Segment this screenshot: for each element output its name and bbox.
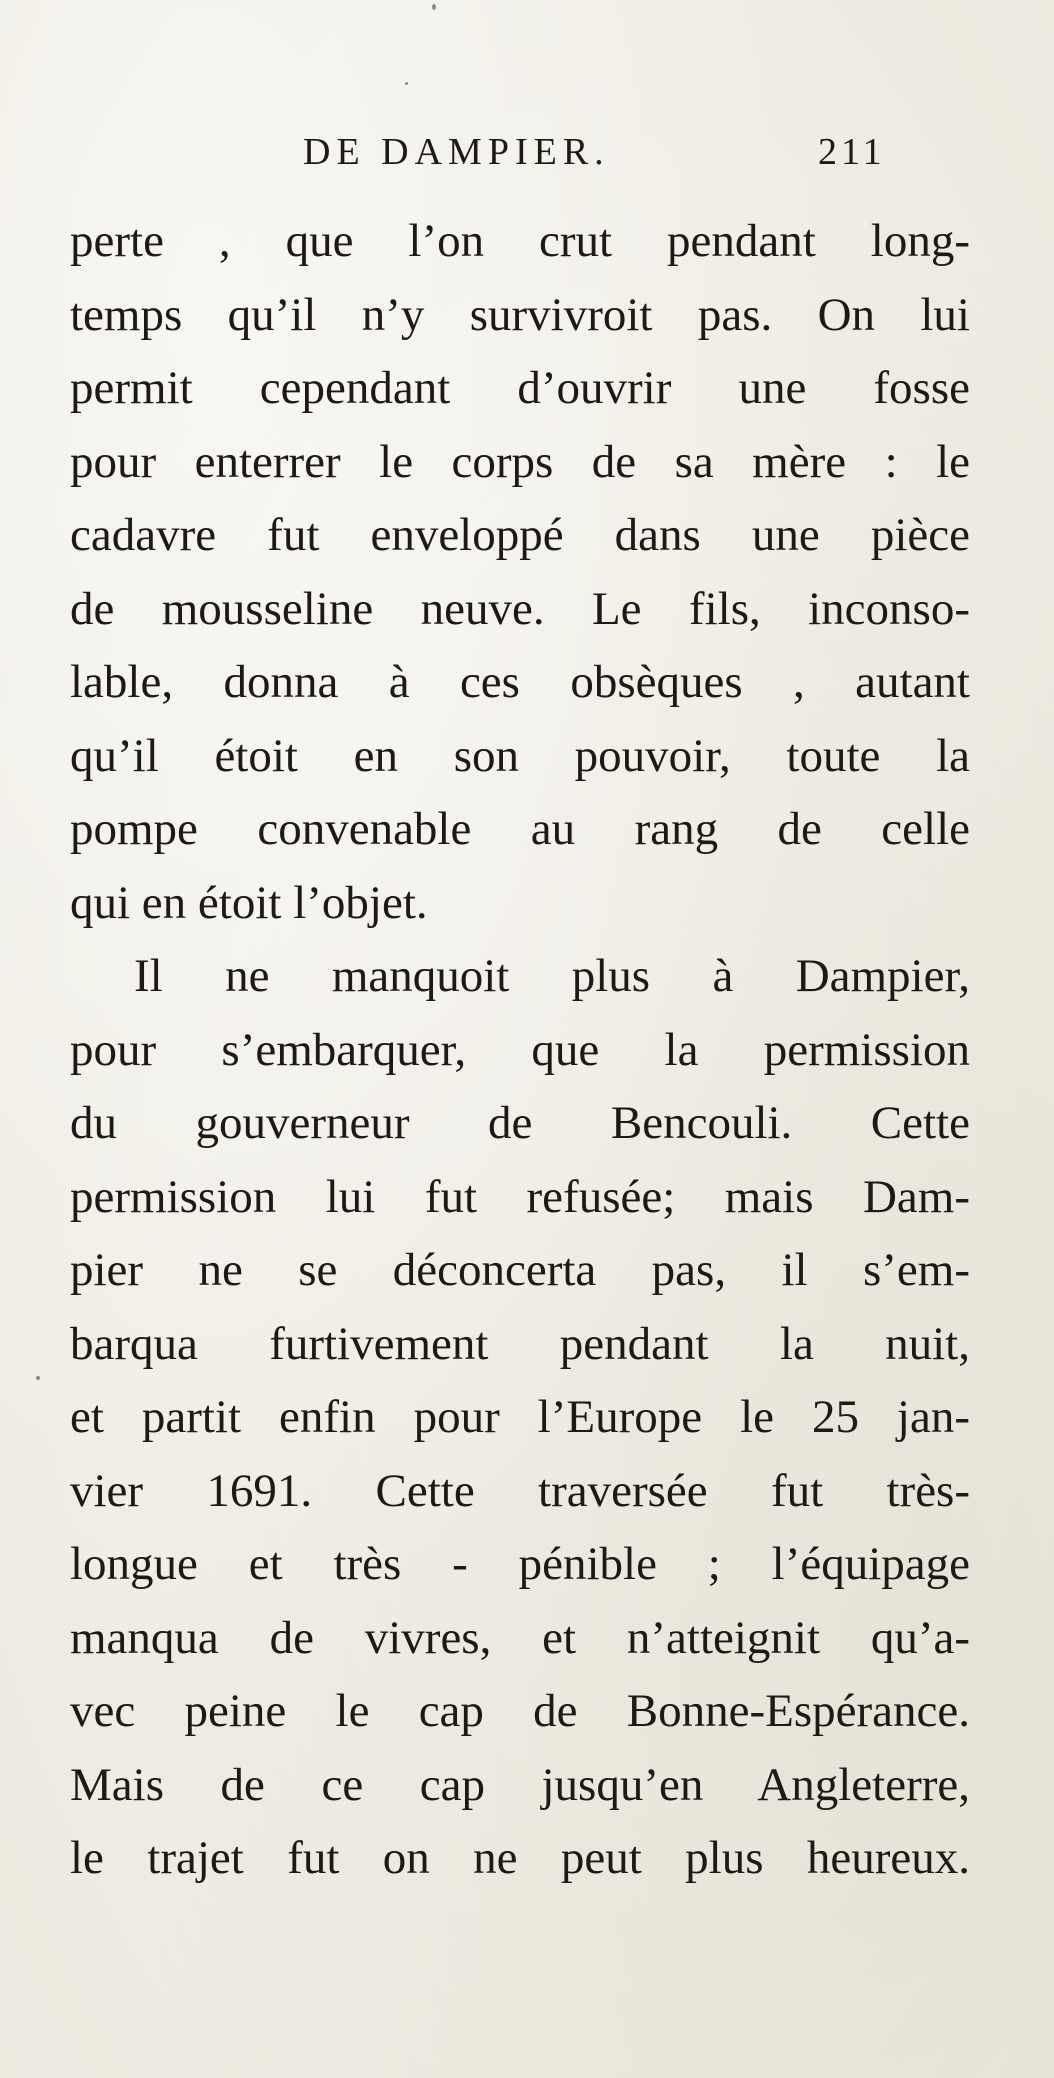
- page-header: [0, 130, 1054, 190]
- text-line: qu’il étoit en son pouvoir, toute la: [70, 729, 970, 782]
- text-line: vec peine le cap de Bonne-Espérance.: [70, 1685, 970, 1737]
- text-line: pour s’embarquer, que la permission: [70, 1023, 970, 1076]
- text-line: Il ne manquoit plus à Dampier,: [134, 950, 970, 1002]
- text-line: lable, donna à ces obsèques , autant: [70, 656, 970, 708]
- text-line: du gouverneur de Bencouli. Cette: [70, 1097, 970, 1149]
- text-line: manqua de vivres, et n’atteignit qu’a-: [70, 1611, 970, 1664]
- text-line: pour enterrer le corps de sa mère : le: [70, 435, 970, 488]
- ink-speck: [405, 82, 408, 85]
- text-line: le trajet fut on ne peut plus heureux.: [70, 1832, 970, 1884]
- text-line: Mais de ce cap jusqu’en Angleterre,: [70, 1758, 970, 1811]
- running-title: DE DAMPIER.: [303, 131, 610, 173]
- text-line: pier ne se déconcerta pas, il s’em-: [70, 1244, 970, 1296]
- text-line: barqua furtivement pendant la nuit,: [70, 1317, 970, 1370]
- text-line: et partit enfin pour l’Europe le 25 jan-: [70, 1391, 970, 1443]
- paragraph-2: [70, 940, 970, 1896]
- text-line: qui en étoit l’objet.: [70, 876, 428, 929]
- text-line: vier 1691. Cette traversée fut très-: [70, 1464, 970, 1517]
- text-line: perte , que l’on crut pendant long-: [70, 215, 970, 267]
- text-line: de mousseline neuve. Le fils, inconso-: [70, 582, 970, 635]
- text-line: permit cependant d’ouvrir une fosse: [70, 362, 970, 414]
- ink-speck: [36, 1376, 40, 1380]
- text-line: permission lui fut refusée; mais Dam-: [70, 1170, 970, 1223]
- text-line: temps qu’il n’y survivroit pas. On lui: [70, 288, 970, 341]
- body-text: [70, 205, 970, 1896]
- paragraph-1: [70, 205, 970, 940]
- text-line: longue et très - pénible ; l’équipage: [70, 1538, 970, 1590]
- text-line: cadavre fut enveloppé dans une pièce: [70, 509, 970, 561]
- ink-speck: [432, 4, 436, 10]
- text-line: pompe convenable au rang de celle: [70, 803, 970, 855]
- page-number: 211: [818, 131, 886, 173]
